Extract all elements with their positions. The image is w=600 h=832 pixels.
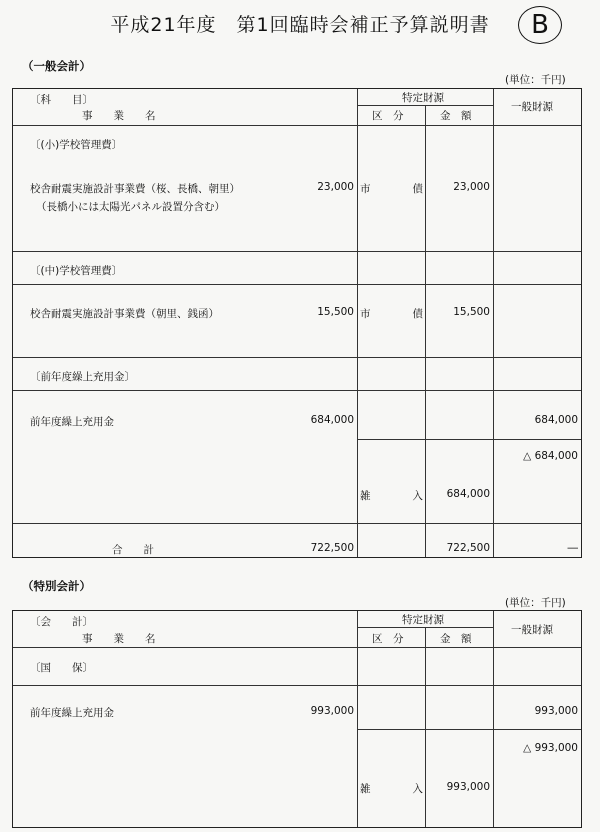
- header-special-funds: 特定財源: [402, 92, 444, 104]
- unit-label-general: (単位：千円): [505, 74, 566, 86]
- item-carryover: 前年度繰上充用金: [30, 416, 114, 428]
- special-item-carryover-amount: 993,000: [310, 705, 354, 717]
- header-kubun: 区 分: [372, 110, 404, 122]
- item-junior-high: 校舎耐震実施設計事業費（朝里、銭函）: [30, 308, 219, 320]
- item-elementary-line1: 校舎耐震実施設計事業費（桜、長橋、朝里）: [30, 183, 240, 195]
- total-amount: 722,500: [310, 542, 354, 554]
- item-junior-high-kingaku: 15,500: [453, 306, 490, 318]
- special-header-kingaku: 金 額: [440, 633, 472, 645]
- special-item-carryover-ippan: 993,000: [534, 705, 578, 717]
- header-kingaku: 金 額: [440, 110, 472, 122]
- section-label-general: （一般会計）: [22, 59, 91, 73]
- section-label-special: （特別会計）: [22, 579, 91, 593]
- special-item-carryover-ippan-negative: △ 993,000: [523, 742, 578, 754]
- section-row-junior-high: 〔(中)学校管理費〕: [30, 265, 123, 277]
- header-general-funds: 一般財源: [511, 101, 553, 113]
- item-elementary-line2: （長橋小には太陽光パネル設置分含む）: [36, 201, 225, 213]
- header-category: 〔科 目〕: [30, 94, 93, 106]
- section-row-carryover: 〔前年度繰上充用金〕: [30, 371, 135, 383]
- item-carryover-kubun: 雑 入: [360, 490, 423, 502]
- document-title: 平成21年度 第1回臨時会補正予算説明書: [110, 14, 490, 36]
- item-carryover-ippan-negative: △ 684,000: [523, 450, 578, 462]
- item-junior-high-kubun: 市 債: [360, 308, 423, 320]
- general-account-table: [12, 88, 582, 558]
- special-header-business-name: 事 業 名: [82, 633, 156, 645]
- unit-label-special: (単位：千円): [505, 597, 566, 609]
- special-header-general-funds: 一般財源: [511, 624, 553, 636]
- total-label: 合 計: [112, 544, 154, 556]
- special-item-carryover-kubun: 雑 入: [360, 783, 423, 795]
- special-header-kubun: 区 分: [372, 633, 404, 645]
- header-business-name: 事 業 名: [82, 110, 156, 122]
- total-kingaku: 722,500: [446, 542, 490, 554]
- section-row-elementary: 〔(小)学校管理費〕: [30, 139, 123, 151]
- special-header-special-funds: 特定財源: [402, 614, 444, 626]
- item-elementary-amount: 23,000: [317, 181, 354, 193]
- item-carryover-amount: 684,000: [310, 414, 354, 426]
- total-ippan: ―: [567, 542, 578, 554]
- item-elementary-kubun: 市 債: [360, 183, 423, 195]
- special-header-category: 〔会 計〕: [30, 616, 93, 628]
- special-item-carryover-kingaku: 993,000: [446, 781, 490, 793]
- item-junior-high-amount: 15,500: [317, 306, 354, 318]
- item-carryover-ippan: 684,000: [534, 414, 578, 426]
- special-section-row-kokuho: 〔国 保〕: [30, 662, 93, 674]
- item-carryover-kingaku: 684,000: [446, 488, 490, 500]
- special-item-carryover: 前年度繰上充用金: [30, 707, 114, 719]
- document-mark: B: [518, 6, 562, 44]
- item-elementary-kingaku: 23,000: [453, 181, 490, 193]
